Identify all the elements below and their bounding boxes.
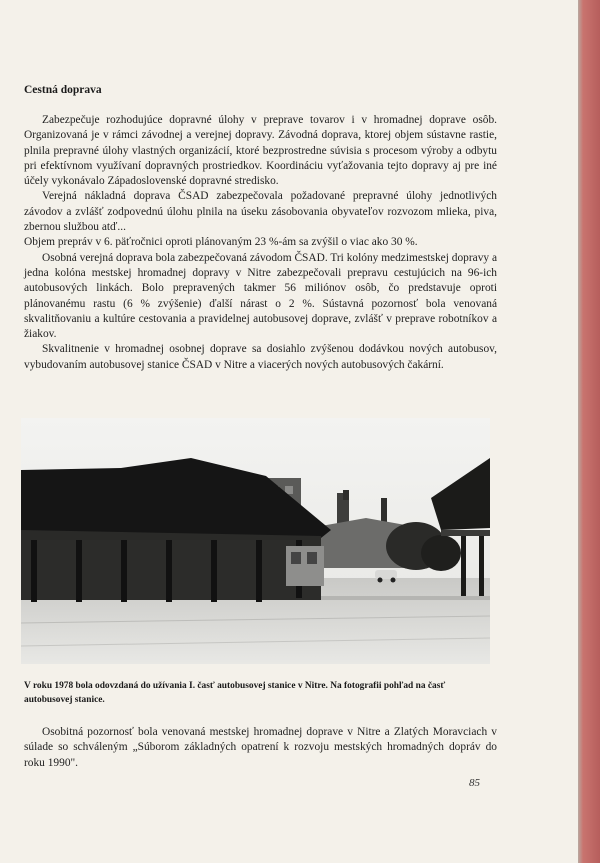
- page-number: 85: [469, 777, 480, 789]
- paragraph: Zabezpečuje rozhodujúce dopravné úlohy v preprave tovarov i v hromadnej doprave osôb. Organizovaná je v rámci závodnej a verejnej dopravy. Závodná doprava, ktorej objem sústavne rastie, plnila prepravné úlohy vlastných organizácií, ktoré bezprostredne súvisia s procesom výroby a odbytu pri efektívnom využívaní dopravných prostriedkov. Koordináciu vyťažovania tejto dopravy aj pre iné účely vykonávalo Západoslovenské dopravné stredisko.: [24, 114, 497, 188]
- closing-text: [24, 725, 497, 771]
- body-text: [24, 113, 497, 373]
- paragraph: Osobná verejná doprava bola zabezpečovaná závodom ČSAD. Tri kolóny medzimestskej dopravy a jedna kolóna mestskej hromadnej dopravy v Nitre zabezpečovali prepravu cestujúcich na 96-ich autobusových linkách. Bolo prepravených takmer 56 miliónov osôb, čo predstavuje oproti plánovanému rastu (6 % zvýšenie) ďalší nárast o 2 %. Sústavná pozornosť bola venovaná skvalitňovaniu a kultúre cestovania a pravidelnej autobusovej doprave, zvlášť v preprave robotníkov a žiakov.: [24, 251, 497, 341]
- section-heading: Cestná doprava: [24, 84, 102, 96]
- paragraph: Osobitná pozornosť bola venovaná mestskej hromadnej doprave v Nitre a Zlatých Moravciach v súlade so schváleným „Súborom základných opatrení k rozvoju mestských hromadných dopráv do roku 1990".: [24, 726, 497, 769]
- paragraph: Objem prepráv v 6. päťročnici oproti plánovaným 23 %-ám sa zvýšil o viac ako 30 %.: [24, 236, 418, 249]
- photo-caption: V roku 1978 bola odovzdaná do užívania I. časť autobusovej stanice v Nitre. Na fotografii pohľad na časť autobusovej stanice.: [24, 681, 446, 705]
- book-spine-edge: [578, 0, 600, 863]
- paragraph: Skvalitnenie v hromadnej osobnej doprave sa dosiahlo zvýšenou dodávkou nových autobusov, vybudovaním autobusovej stanice ČSAD v Nitre a viacerých nových autobusových čakární.: [24, 343, 497, 371]
- paragraph: Verejná nákladná doprava ČSAD zabezpečovala požadované prepravné úlohy jednotlivých závodov a zvlášť zodpovednú úlohu plnila na úseku zásobovania obyvateľov rozvozom mlieka, piva, zbernou službou atď...: [24, 190, 497, 234]
- bus-station-photo: [21, 418, 490, 664]
